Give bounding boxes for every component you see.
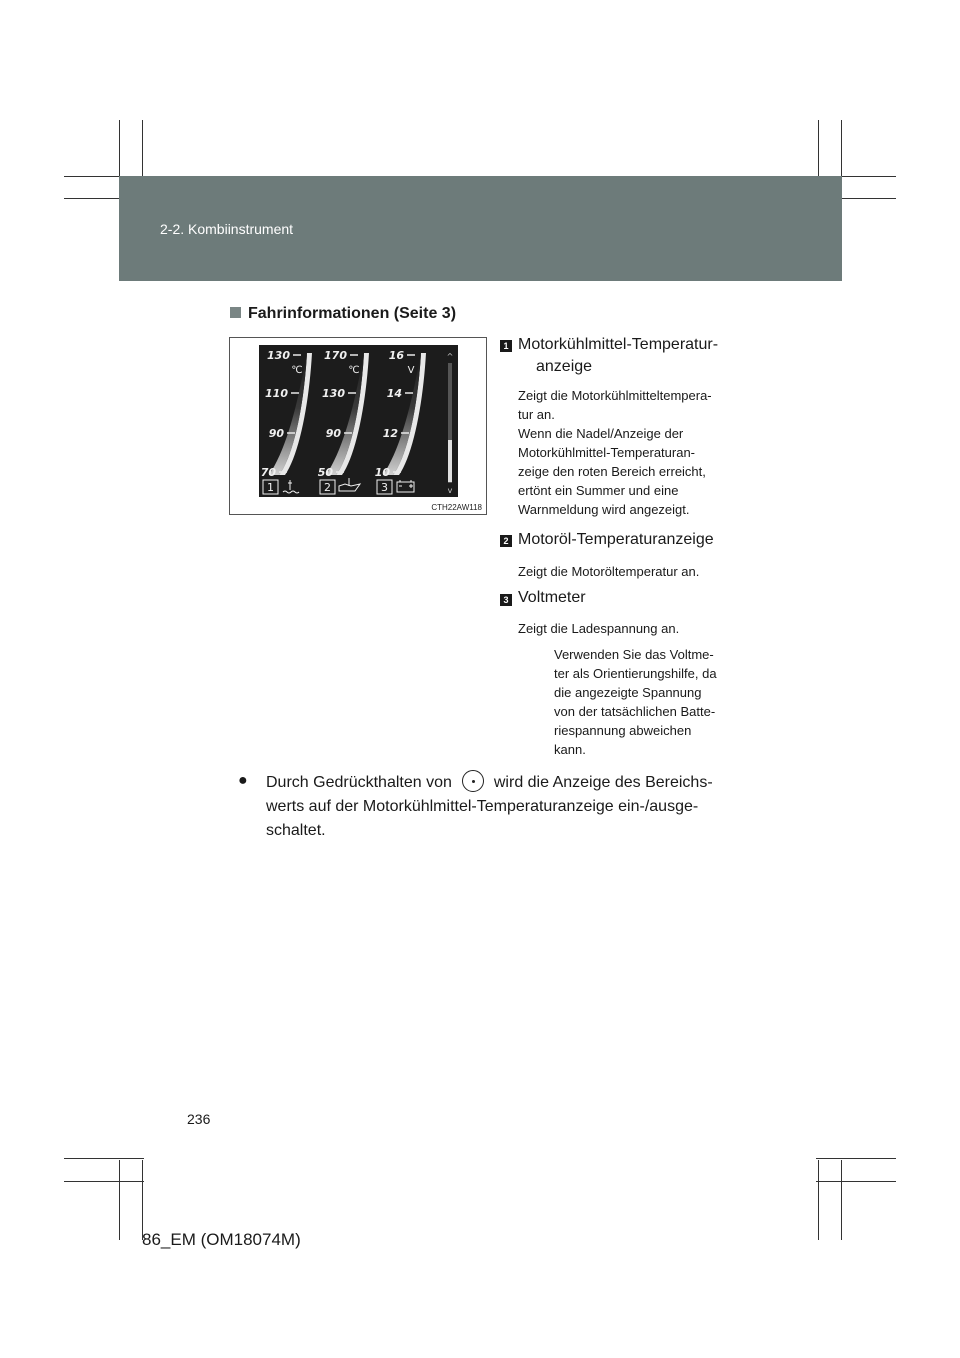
note-line: die angezeigte Spannung bbox=[554, 685, 702, 700]
gauge-unit: ℃ bbox=[291, 365, 303, 376]
crop-mark bbox=[64, 1158, 144, 1159]
bullet-paragraph bbox=[266, 770, 745, 843]
item-desc-voltmeter: Zeigt die Ladespannung an. bbox=[518, 621, 680, 636]
heading-square-icon bbox=[230, 307, 241, 318]
gauge-tick-label: 170 bbox=[324, 349, 347, 362]
gauge-display bbox=[259, 345, 458, 497]
item-desc-line: ertönt ein Summer und eine bbox=[518, 483, 679, 498]
gauge-tick-label: 110 bbox=[265, 387, 288, 400]
item-title-oil-gauge: Motoröl-Temperaturanzeige bbox=[518, 531, 714, 548]
gauge-tick-label: 10 bbox=[374, 466, 390, 479]
section-breadcrumb: 2-2. Kombiinstrument bbox=[160, 221, 294, 237]
gauge-figure bbox=[229, 337, 487, 515]
crop-mark bbox=[816, 1181, 896, 1182]
gauge-badge: 2 bbox=[324, 481, 331, 494]
figure-code: CTH22AW118 bbox=[431, 503, 482, 512]
gauge-badge: 1 bbox=[267, 481, 274, 494]
gauge-tick-label: 90 bbox=[325, 427, 341, 440]
item-desc-line: Wenn die Nadel/Anzeige der bbox=[518, 426, 684, 441]
item-title-coolant-gauge bbox=[518, 334, 718, 378]
item-desc-coolant-gauge bbox=[518, 386, 745, 519]
item-desc-line: Zeigt die Motorkühlmitteltempera- bbox=[518, 388, 712, 403]
section-heading bbox=[230, 305, 456, 323]
section-heading-text: Fahrinformationen (Seite 3) bbox=[248, 305, 457, 322]
svg-text:v: v bbox=[447, 486, 453, 495]
item-desc-line: zeige den roten Bereich erreicht, bbox=[518, 464, 706, 479]
page-number: 236 bbox=[187, 1111, 211, 1127]
note-line: von der tatsächlichen Batte- bbox=[554, 704, 716, 719]
note-line: Verwenden Sie das Voltme- bbox=[554, 647, 714, 662]
item-marker-3: 3 bbox=[500, 594, 512, 606]
bullet-line: schaltet. bbox=[266, 822, 326, 839]
bullet-text: wird die Anzeige des Bereichs- bbox=[493, 774, 713, 791]
bullet-icon: ● bbox=[238, 772, 248, 789]
crop-mark bbox=[64, 1181, 144, 1182]
gauge-tick-label: 50 bbox=[317, 466, 333, 479]
gauge-unit: V bbox=[407, 365, 415, 376]
gauge-unit: ℃ bbox=[348, 365, 360, 376]
gauge-tick-label: 130 bbox=[322, 387, 345, 400]
crop-mark bbox=[816, 1158, 896, 1159]
gauge-tick-label: 90 bbox=[268, 427, 284, 440]
gauge-badge: 3 bbox=[381, 481, 388, 494]
select-button-icon bbox=[462, 770, 484, 792]
item-desc-line: Warnmeldung wird angezeigt. bbox=[518, 502, 690, 517]
note-line: riespannung abweichen bbox=[554, 723, 692, 738]
item-title-line: Motorkühlmittel-Temperatur- bbox=[518, 336, 719, 353]
gauge-tick-label: 14 bbox=[386, 387, 402, 400]
crop-mark bbox=[142, 1160, 143, 1240]
note-line: ter als Orientierungshilfe, da bbox=[554, 666, 717, 681]
note-line: kann. bbox=[554, 742, 586, 757]
bullet-line bbox=[266, 770, 745, 795]
gauge-tick-label: 70 bbox=[260, 466, 276, 479]
gauge-tick-label: 16 bbox=[388, 349, 404, 362]
bullet-text: Durch Gedrückthalten von bbox=[266, 774, 452, 791]
crop-mark bbox=[841, 1160, 842, 1240]
gauge-tick-label: 130 bbox=[267, 349, 290, 362]
svg-text:^: ^ bbox=[446, 352, 454, 361]
document-code: 86_EM (OM18074M) bbox=[142, 1230, 301, 1249]
gauge-tick-label: 12 bbox=[382, 427, 398, 440]
item-desc-oil-gauge: Zeigt die Motoröltemperatur an. bbox=[518, 564, 700, 579]
item-marker-2: 2 bbox=[500, 535, 512, 547]
crop-mark bbox=[119, 1160, 120, 1240]
voltmeter-note bbox=[554, 645, 745, 759]
item-title-line: anzeige bbox=[536, 358, 593, 375]
crop-mark bbox=[818, 1160, 819, 1240]
item-title-voltmeter: Voltmeter bbox=[518, 589, 586, 606]
item-marker-1: 1 bbox=[500, 340, 512, 352]
bullet-line: werts auf der Motorkühlmittel-Temperaturanzeige ein-/ausge- bbox=[266, 798, 699, 815]
item-desc-line: tur an. bbox=[518, 407, 555, 422]
item-desc-line: Motorkühlmittel-Temperaturan- bbox=[518, 445, 696, 460]
